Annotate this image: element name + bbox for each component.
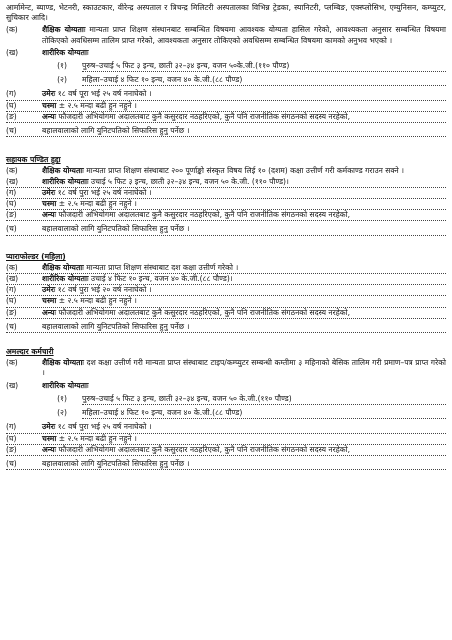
item-label: (च) — [6, 321, 17, 331]
sub-text: महिला–उचाई ४ फिट १० इन्च, वजन ४० के.जी.(८८ पौण्ड) — [82, 75, 446, 86]
item-label: (ङ) — [6, 444, 17, 454]
item-text: मान्यता प्राप्त शिक्षण संस्थानबाट सम्बन्धित विषयमा आवश्यक योग्यता हासिल गरेको, आवश्यकता अनुसार सम्बन्धित विषयमा तोकिएको अवधिसम्म तालिम प्राप्त गरेको, आवश्यकता अनुसार तोकिएको अवधिसम्म सम्बन्धित विषयमा कामको अनुभव भएको । — [42, 25, 446, 45]
item-label: (घ) — [6, 100, 17, 110]
item-label: (च) — [6, 224, 17, 234]
item-text: फौजदारी अभियोगमा अदालतबाट कुनै कसुरदार नठहरिएको, कुनै पनि राजनीतिक संगठनको सदस्य नरहेको, — [58, 307, 350, 317]
item-text: फौजदारी अभियोगमा अदालतबाट कुनै कसुरदार नठहरिएको, कुनै पनि राजनीतिक संगठनको सदस्य नरहेको, — [58, 444, 350, 454]
item-text: उचाई ५ फिट ३ इन्च, छाती ३२–३४ इन्च, वजन ५० के.जी. (११० पौण्ड)। — [90, 176, 289, 186]
item-text: १८ वर्ष पुरा भई २५ वर्ष ननाघेको । — [57, 187, 152, 197]
item-label: (च) — [6, 126, 17, 136]
item-glasses — [6, 296, 446, 307]
item-text: ± २.५ मन्दा बढी हुन नहुने । — [58, 100, 137, 110]
item-physical — [6, 48, 446, 58]
item-head: चस्मा — [42, 296, 57, 306]
item-text: बहालवालाको लागि युनिटपतिको सिफारिस हुनु पर्नेछ । — [42, 321, 190, 331]
sub-text: महिला–उचाई ४ फिट १० इन्च, वजन ४० के.जी.(८८ पौण्ड) — [82, 408, 446, 419]
item-other — [6, 308, 446, 319]
item-other — [6, 445, 446, 456]
item-head: चस्मा — [42, 199, 57, 209]
item-label: (ख) — [6, 274, 19, 284]
item-label: (ग) — [6, 89, 17, 99]
item-label: (क) — [6, 358, 18, 368]
item-label: (क) — [6, 25, 18, 35]
item-text: मान्यता प्राप्त शिक्षण संस्थाबाट २०० पूर्णाङ्को संस्कृत विषय लिई १० (दशम) कक्षा उत्तीर्ण गरी कर्मकाण्ड गराउन सक्ने । — [86, 166, 405, 176]
sub-label: (२) — [57, 408, 67, 418]
item-head: अन्यः — [42, 307, 56, 317]
item-physical — [6, 274, 446, 285]
item-text: १८ वर्ष पुरा भई २५ वर्ष ननाघेको । — [57, 422, 152, 432]
item-recommendation — [6, 224, 446, 235]
item-head: उमेरः — [42, 285, 56, 295]
item-label: (घ) — [6, 296, 17, 306]
item-text: मान्यता प्राप्त शिक्षण संस्थाबाट दश कक्षा उत्तीर्ण गरेको । — [86, 262, 239, 272]
section-assistant-pandit — [6, 155, 446, 235]
item-label: (क) — [6, 166, 18, 176]
item-recommendation — [6, 459, 446, 470]
item-label: (ख) — [6, 380, 19, 390]
item-head: शारीरिक योग्यताः — [42, 176, 89, 186]
item-label: (क) — [6, 262, 18, 272]
item-education — [6, 25, 446, 45]
section-title: प्याराफोल्डर (महिला) — [6, 251, 66, 261]
item-head: शारीरिक योग्यताः — [42, 47, 89, 57]
item-head: शैक्षिक योग्यताः — [42, 262, 84, 272]
item-label: (ख) — [6, 47, 19, 57]
section-general-trades — [6, 25, 446, 137]
sub-label: (२) — [57, 75, 67, 85]
item-education — [6, 358, 446, 378]
item-age — [6, 89, 446, 100]
item-text: ± २.५ मन्दा बढी हुन नहुने । — [58, 433, 137, 443]
physical-female — [42, 408, 446, 419]
item-other — [6, 210, 446, 221]
item-text: १८ वर्ष पूरा भई २५ वर्ष ननाघेको । — [57, 89, 152, 99]
item-label: (ग) — [6, 187, 17, 197]
item-label: (घ) — [6, 199, 17, 209]
item-text: ± २.५ मन्दा बढी हुन नहुने । — [58, 199, 137, 209]
item-age — [6, 188, 446, 199]
sub-text: पुरुष–उचाई ५ फिट ३ इन्च, छाती ३२–३४ इन्च, वजन ५० के.जी.(११० पौण्ड) — [82, 394, 446, 405]
item-label: (ख) — [6, 176, 19, 186]
item-head: अन्यः — [42, 210, 56, 220]
item-age — [6, 285, 446, 296]
physical-male — [42, 61, 446, 72]
item-label: (ङ) — [6, 307, 17, 317]
item-recommendation — [6, 126, 446, 137]
item-text: १८ वर्ष पुरा भई २० वर्ष ननाघेको । — [57, 285, 152, 295]
sub-label: (१) — [57, 393, 67, 403]
section-title: सहायक पण्डित हुद्दा — [6, 155, 61, 165]
item-head: उमेरः — [42, 422, 56, 432]
item-head: उमेरः — [42, 89, 56, 99]
item-head: चस्मा — [42, 433, 57, 443]
item-recommendation — [6, 322, 446, 333]
item-label: (घ) — [6, 433, 17, 443]
item-head: उमेरः — [42, 187, 56, 197]
item-head: शारीरिक योग्यताः — [42, 380, 89, 390]
item-text: ± २.५ मन्दा बढी हुन नहुने । — [58, 296, 137, 306]
item-physical — [6, 381, 446, 391]
item-label: (ग) — [6, 422, 17, 432]
sub-label: (१) — [57, 61, 67, 71]
item-head: अन्यः — [42, 111, 56, 121]
item-other — [6, 112, 446, 123]
item-label: (च) — [6, 458, 17, 468]
item-head: शैक्षिक योग्यताः — [42, 166, 84, 176]
physical-male — [42, 394, 446, 405]
item-label: (ङ) — [6, 210, 17, 220]
item-label: (ग) — [6, 285, 17, 295]
item-text: उचाई ४ फिट १० इन्च, वजन ४० के.जी.(८८ पौण्ड)। — [90, 274, 233, 284]
item-glasses — [6, 434, 446, 445]
item-text: फौजदारी अभियोगमा अदालतबाट कुनै कसुरदार नठहरिएको, कुनै पनि राजनीतिक संगठनको सदस्य नरहेको, — [58, 210, 350, 220]
intro-paragraph: आर्मामेन्ट, ब्याण्ड, भेटनरी, स्काउटकार, वीरेन्द्र अस्पताल र त्रिचन्द्र मिलिटरी अस्पतालका विभिन्न ट्रेडका, स्यानिटरी, प्लम्बिङ, एक्स्प्लोसिभ, एम्युनिसन, कम्प्युटर, सुचिकार आदि। — [6, 3, 446, 23]
item-physical — [6, 177, 446, 188]
item-text: बहालवालाको लागि युनिटपतिको सिफारिस हुनु पर्नेछ । — [42, 126, 190, 136]
item-text: दश कक्षा उत्तीर्ण गरी मान्यता प्राप्त संस्थाबाट टाइप/कम्प्युटर सम्बन्धी कम्तीमा ३ महिनाको बेसिक तालिम गरी प्रमाण–पत्र प्राप्त गरेको । — [42, 358, 446, 378]
section-amaldar-staff — [6, 347, 446, 470]
item-glasses — [6, 101, 446, 112]
section-parafolder-female — [6, 252, 446, 333]
item-head: अन्यः — [42, 444, 56, 454]
item-label: (ङ) — [6, 111, 17, 121]
item-education — [6, 166, 446, 176]
item-text: बहालवालाको लागि युनिटपतिको सिफारिस हुनु पर्नेछ । — [42, 224, 190, 234]
item-age — [6, 422, 446, 433]
item-education — [6, 263, 446, 274]
section-title: अमल्दार कर्मचारी — [6, 347, 54, 357]
item-head: शैक्षिक योग्यताः — [42, 358, 84, 368]
item-head: चस्मा — [42, 100, 57, 110]
physical-female — [42, 75, 446, 86]
sub-text: पुरुष–उचाई ५ फिट ३ इन्च, छाती ३२–३४ इन्च, वजन ५०के.जी.(११० पौण्ड) — [82, 61, 446, 72]
item-head: शैक्षिक योग्यताः — [42, 25, 86, 35]
item-glasses — [6, 199, 446, 210]
item-head: शारीरिक योग्यताः — [42, 274, 89, 284]
item-text: बहालवालाको लागि युनिटपतिको सिफारिस हुनु पर्नेछ । — [42, 458, 190, 468]
item-text: फौजदारी अभियोगमा अदालतबाट कुनै कसुरदार नठहरिएको, कुनै पनि राजनीतिक संगठनको सदस्य नरहेको, — [58, 111, 350, 121]
